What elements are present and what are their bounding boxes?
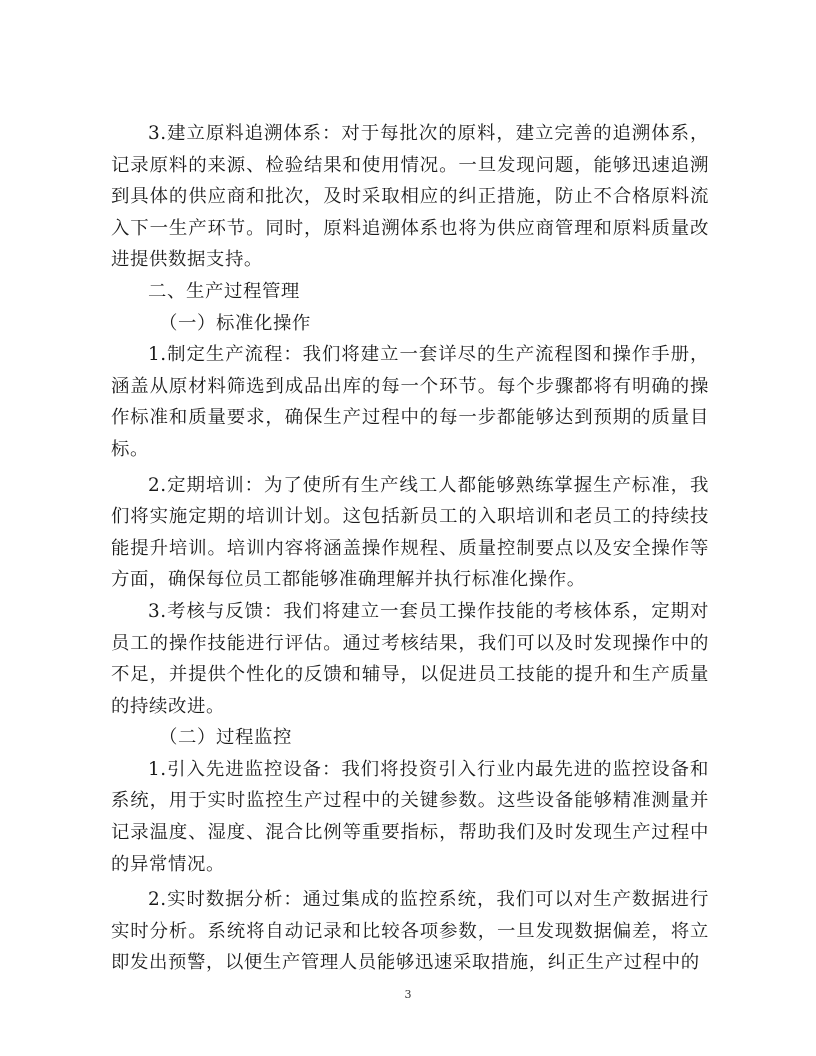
subsection-heading-standardized-operation: （一）标准化操作 [159, 312, 311, 334]
paragraph-assessment-feedback: 3.考核与反馈：我们将建立一套员工操作技能的考核体系，定期对员工的操作技能进行评估。通过考核结果，我们可以及时发现操作中的不足，并提供个性化的反馈和辅导，以促进员工技能的提升和生产质量的持续改进。 [111, 600, 709, 717]
paragraph-regular-training: 2.定期培训：为了使所有生产线工人都能够熟练掌握生产标准，我们将实施定期的培训计划。这包括新员工的入职培训和老员工的持续技能提升培训。培训内容将涵盖操作规程、质量控制要点以及安全操作等方面，确保每位员工都能够准确理解并执行标准化操作。 [111, 474, 709, 591]
paragraph-production-flow: 1.制定生产流程：我们将建立一套详尽的生产流程图和操作手册，涵盖从原材料筛选到成品出库的每一个环节。每个步骤都将有明确的操作标准和质量要求，确保生产过程中的每一步都能够达到预期的质量目标。 [111, 344, 709, 460]
section-heading-production-process: 二、生产过程管理 [148, 280, 300, 302]
paragraph-monitoring-equipment: 1.引入先进监控设备：我们将投资引入行业内最先进的监控设备和系统，用于实时监控生产过程中的关键参数。这些设备能够精准测量并记录温度、湿度、混合比例等重要指标，帮助我们及时发现生产过程中的异常情况。 [111, 758, 709, 875]
paragraph-realtime-analysis: 2.实时数据分析：通过集成的监控系统，我们可以对生产数据进行实时分析。系统将自动记录和比较各项参数，一旦发现数据偏差，将立即发出预警，以便生产管理人员能够迅速采取措施，纠正生产过程中的 [111, 889, 709, 974]
document-body [111, 118, 709, 979]
page-number: 3 [404, 988, 412, 1001]
subsection-heading-process-monitoring: （二）过程监控 [159, 727, 292, 749]
paragraph-raw-material-traceability: 3.建立原料追溯体系：对于每批次的原料，建立完善的追溯体系，记录原料的来源、检验结果和使用情况。一旦发现问题，能够迅速追溯到具体的供应商和批次，及时采取相应的纠正措施，防止不合格原料流入下一生产环节。同时，原料追溯体系也将为供应商管理和原料质量改进提供数据支持。 [111, 123, 709, 271]
